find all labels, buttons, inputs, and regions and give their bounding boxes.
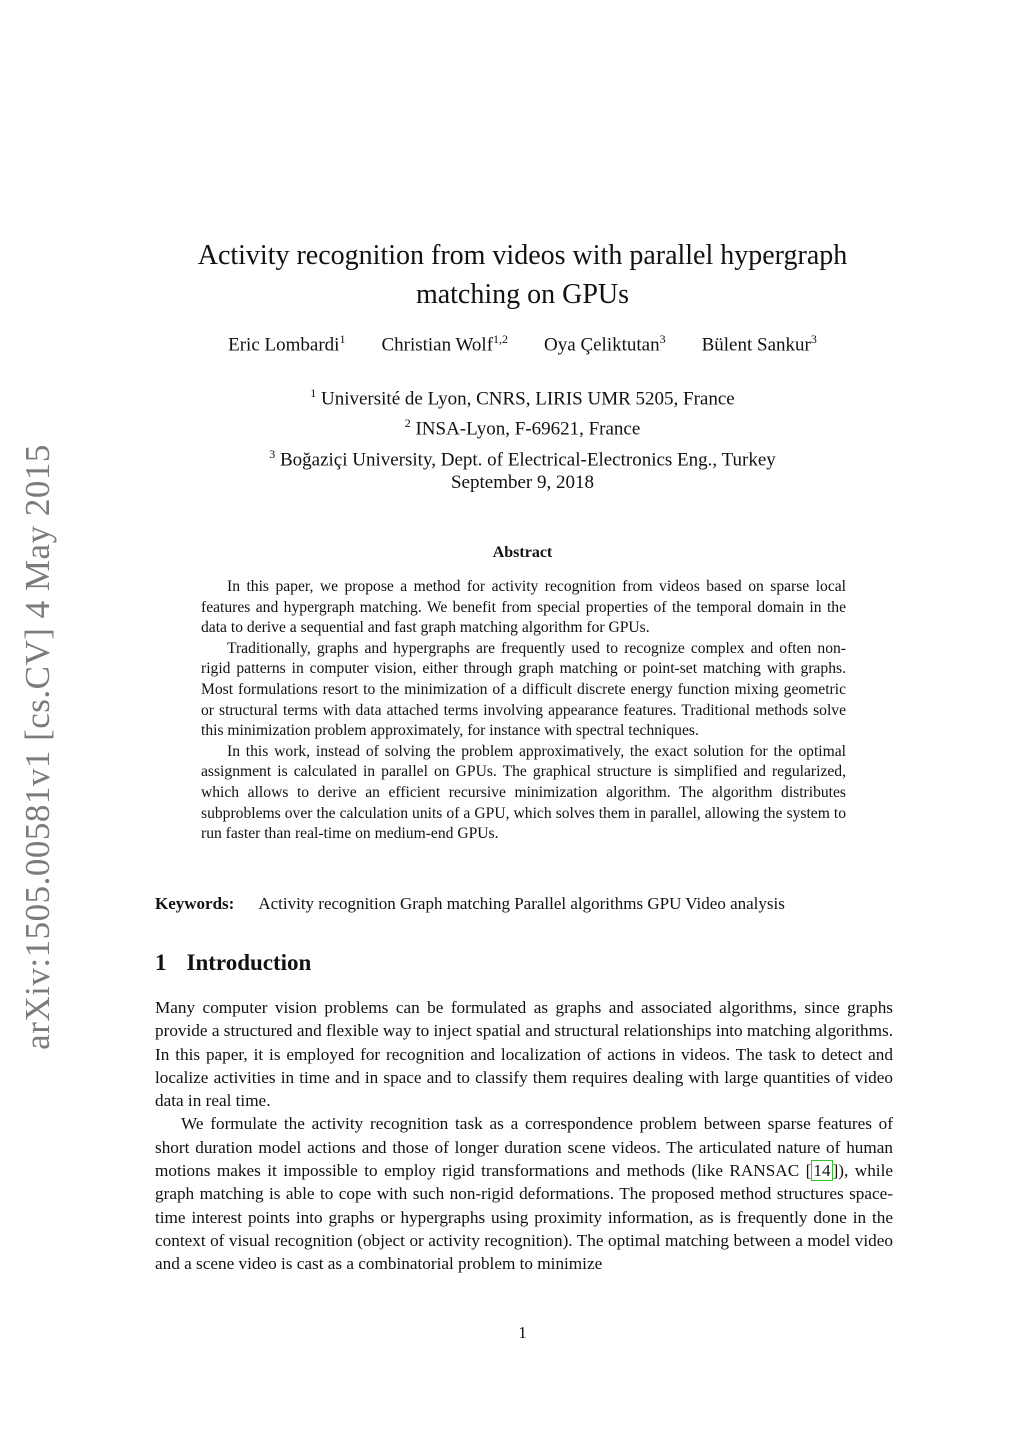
abstract-paragraph: In this paper, we propose a method for activity recognition from videos based on sparse local features and hypergraph matching. We benefit from special properties of the temporal domain in the data to derive a sequential and fast graph matching algorithm for GPUs. — [201, 578, 846, 637]
affiliation: $^1$ Université de Lyon, CNRS, LIRIS UMR 5205, France — [310, 386, 735, 410]
body-paragraph: Many computer vision problems can be formulated as graphs and associated algorithms, since graphs provide a structured and flexible way to inject spatial and structural relationships into matching algorithms. In this paper, it is employed for recognition and localization of actions in videos. The task to detect and localize activities in time and in space and to classify them requires dealing with large quantities of video data in real time. — [155, 998, 893, 1111]
author: Eric Lombardi$^1$ — [228, 332, 346, 356]
paper-title — [150, 236, 895, 314]
author: Oya Çeliktutan$^3$ — [544, 332, 666, 356]
affiliation: $^2$ INSA-Lyon, F-69621, France — [404, 416, 641, 440]
page-number: 1 — [518, 1323, 527, 1342]
affiliation: $^3$ Boğaziçi University, Dept. of Electrical-Electronics Eng., Turkey — [269, 446, 776, 470]
keywords — [155, 894, 855, 914]
arxiv-sidebar — [8, 444, 68, 1050]
section-title: Introduction — [186, 950, 312, 975]
section-body — [155, 996, 893, 1276]
abstract-paragraph: In this work, instead of solving the problem approximatively, the exact solution for the optimal assignment is calculated in parallel on GPUs. The graphical structure is simplified and regularized, which allows to derive an efficient recursive minimization algorithm. The algorithm distributes subproblems over the calculation units of a GPU, which solves them in parallel, allowing the system to run faster than real-time on medium-end GPUs. — [201, 742, 846, 843]
title-line-1: Activity recognition from videos with parallel hypergraph — [197, 240, 848, 271]
author: Christian Wolf$^{1,2}$ — [381, 332, 509, 356]
affiliations — [150, 381, 895, 472]
abstract-body — [201, 577, 846, 845]
author: Bülent Sankur$^3$ — [701, 332, 817, 356]
abstract-heading: Abstract — [492, 544, 553, 561]
keywords-text: Activity recognition Graph matching Parallel algorithms GPU Video analysis — [258, 894, 785, 913]
section-number: 1 — [155, 950, 167, 975]
abstract-paragraph: Traditionally, graphs and hypergraphs are frequently used to recognize complex and often non-rigid patterns in computer vision, either through graph matching or point-set matching with graphs. Most formulations resort to the minimization of a difficult discrete energy function mixing geometric or structural terms with data attached terms involving appearance features. Traditional methods solve this minimization problem approximately, for instance with spectral techniques. — [201, 639, 846, 740]
section-heading — [155, 950, 311, 976]
author-list — [150, 332, 895, 356]
title-line-2: matching on GPUs — [415, 279, 630, 310]
arxiv-identifier: arXiv:1505.00581v1 [cs.CV] 4 May 2015 — [18, 444, 57, 1050]
keywords-label: Keywords: — [155, 894, 235, 913]
paper-date: September 9, 2018 — [450, 472, 594, 493]
citation-link[interactable]: 14 — [813, 1161, 831, 1181]
body-paragraph: We formulate the activity recognition task as a correspondence problem between sparse features of short duration model actions and those of longer duration scene videos. The articulated nature of human motions makes it impossible to employ rigid transformations and methods (like RANSAC [ 14 ]), while graph matching is able to cope with such non-rigid deformations. The proposed method structures space-time interest points into graphs or hypergraphs using proximity information, as is frequently done in the context of visual recognition (object or activity recognition). The optimal matching between a model video and a scene video is cast as a combinatorial problem to minimize — [155, 1114, 893, 1274]
